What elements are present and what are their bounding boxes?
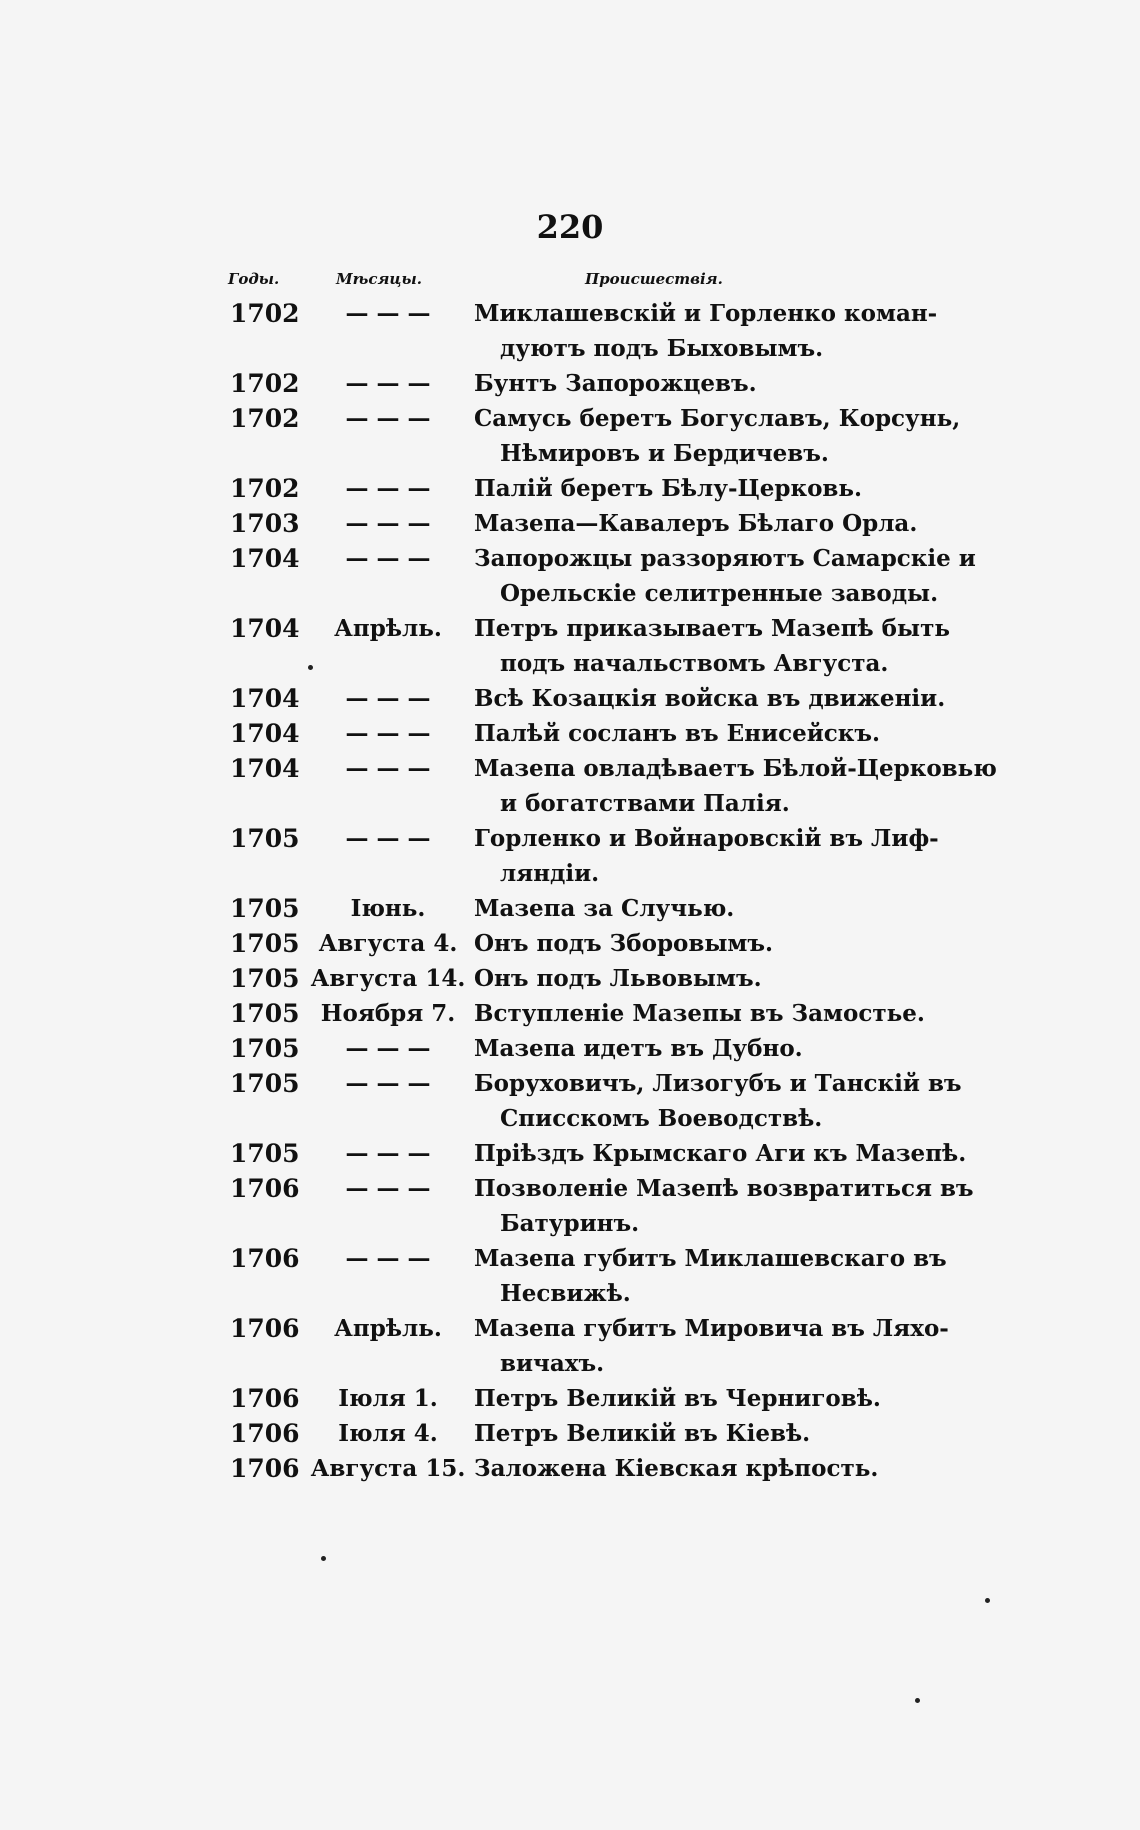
print-speck: [308, 665, 313, 670]
year-cell: 1706: [230, 1244, 300, 1273]
year-cell: 1706: [230, 1314, 300, 1343]
event-text-line: Мазепа овладѣваетъ Бѣлой-Церковью: [474, 755, 997, 782]
event-text-line: Мазепа губитъ Мировича въ Ляхо-: [474, 1315, 949, 1342]
event-text-line: Несвижѣ.: [500, 1280, 631, 1307]
year-cell: 1704: [230, 719, 300, 748]
column-headers: [0, 270, 1140, 294]
year-cell: 1704: [230, 754, 300, 783]
table-row: [0, 506, 1140, 541]
year-cell: 1705: [230, 1069, 300, 1098]
month-cell: Іюля 4.: [338, 1420, 438, 1447]
month-cell: — — —: [345, 510, 431, 537]
event-text-line: Запорожцы раззоряютъ Самарскіе и: [474, 545, 976, 572]
table-row: [0, 1311, 1140, 1381]
event-text-line: Вступленіе Мазепы въ Замостье.: [474, 1000, 925, 1027]
table-row: [0, 611, 1140, 681]
month-cell: Іюнь.: [350, 895, 426, 922]
table-row: [0, 1416, 1140, 1451]
event-text-line: Пріѣздъ Крымскаго Аги къ Мазепѣ.: [474, 1140, 967, 1167]
event-text-line: подъ начальствомъ Августа.: [500, 650, 889, 677]
month-cell: — — —: [345, 1140, 431, 1167]
event-cell: [474, 1381, 936, 1416]
event-cell: [474, 821, 939, 891]
table-row: [0, 1171, 1140, 1241]
year-cell: 1706: [230, 1174, 300, 1203]
event-text-line: Онъ подъ Зборовымъ.: [474, 930, 774, 957]
event-text-line: Мазепа идетъ въ Дубно.: [474, 1035, 803, 1062]
table-row: [0, 926, 1140, 961]
event-cell: [474, 926, 936, 961]
print-speck: [985, 1598, 990, 1603]
event-text-line: и богатствами Палія.: [500, 790, 790, 817]
year-cell: 1705: [230, 824, 300, 853]
year-cell: 1705: [230, 964, 300, 993]
table-row: [0, 1136, 1140, 1171]
event-text-line: Нѣмировъ и Бердичевъ.: [500, 440, 829, 467]
month-cell: — — —: [345, 1035, 431, 1062]
year-cell: 1705: [230, 1034, 300, 1063]
table-row: [0, 1066, 1140, 1136]
table-row: [0, 1031, 1140, 1066]
table-row: [0, 961, 1140, 996]
year-cell: 1705: [230, 929, 300, 958]
event-text-line: Онъ подъ Львовымъ.: [474, 965, 762, 992]
event-text-line: Самусь беретъ Богуславъ, Корсунь,: [474, 405, 961, 432]
month-cell: — — —: [345, 545, 431, 572]
event-text-line: Боруховичъ, Лизогубъ и Танскій въ: [474, 1070, 962, 1097]
event-text-line: Заложена Кіевская крѣпость.: [474, 1455, 879, 1482]
table-row: [0, 471, 1140, 506]
event-text-line: Горленко и Войнаровскій въ Лиф-: [474, 825, 939, 852]
event-cell: [474, 996, 936, 1031]
year-cell: 1706: [230, 1419, 300, 1448]
month-cell: — — —: [345, 300, 431, 327]
header-month: Мѣсяцы.: [336, 270, 422, 288]
month-cell: — — —: [345, 720, 431, 747]
header-year: Годы.: [228, 270, 280, 288]
event-cell: [474, 961, 936, 996]
event-text-line: Палій беретъ Бѣлу-Церковь.: [474, 475, 863, 502]
event-cell: [474, 1241, 947, 1311]
table-row: [0, 716, 1140, 751]
year-cell: 1702: [230, 299, 300, 328]
year-cell: 1704: [230, 614, 300, 643]
year-cell: 1705: [230, 1139, 300, 1168]
year-cell: 1703: [230, 509, 300, 538]
table-row: [0, 751, 1140, 821]
event-cell: [474, 1416, 936, 1451]
table-row: [0, 1451, 1140, 1486]
event-text-line: Всѣ Козацкія войска въ движеніи.: [474, 685, 946, 712]
year-cell: 1706: [230, 1454, 300, 1483]
event-cell: [474, 716, 936, 751]
table-row: [0, 366, 1140, 401]
table-row: [0, 681, 1140, 716]
month-cell: Августа 15.: [310, 1455, 466, 1482]
event-text-line: Мазепа губитъ Миклашевскаго въ: [474, 1245, 947, 1272]
event-cell: [474, 1171, 974, 1241]
month-cell: — — —: [345, 1175, 431, 1202]
month-cell: Іюля 1.: [338, 1385, 438, 1412]
event-cell: [474, 506, 936, 541]
year-cell: 1702: [230, 369, 300, 398]
table-row: [0, 1241, 1140, 1311]
event-cell: [474, 1451, 936, 1486]
event-text-line: Позволеніе Мазепѣ возвратиться въ: [474, 1175, 974, 1202]
month-cell: — — —: [345, 475, 431, 502]
print-speck: [915, 1698, 920, 1703]
event-cell: [474, 1136, 967, 1171]
event-text-line: Миклашевскій и Горленко коман-: [474, 300, 938, 327]
table-row: [0, 296, 1140, 366]
year-cell: 1704: [230, 544, 300, 573]
header-event: Происшествія.: [585, 270, 723, 288]
event-cell: [474, 541, 976, 611]
event-text-line: Петръ приказываетъ Мазепѣ быть: [474, 615, 950, 642]
month-cell: Августа 14.: [310, 965, 466, 992]
event-text-line: Батуринъ.: [500, 1210, 640, 1237]
month-cell: — — —: [345, 755, 431, 782]
event-text-line: Мазепа за Случью.: [474, 895, 735, 922]
event-text-line: Мазепа—Кавалеръ Бѣлаго Орла.: [474, 510, 918, 537]
event-cell: [474, 1311, 949, 1381]
year-cell: 1706: [230, 1384, 300, 1413]
month-cell: — — —: [345, 685, 431, 712]
chronology-table: [0, 296, 1140, 1486]
month-cell: Августа 4.: [318, 930, 458, 957]
month-cell: — — —: [345, 405, 431, 432]
month-cell: — — —: [345, 1070, 431, 1097]
event-cell: [474, 681, 946, 716]
table-row: [0, 891, 1140, 926]
month-cell: — — —: [345, 370, 431, 397]
event-text-line: Списскомъ Воеводствѣ.: [500, 1105, 823, 1132]
event-text-line: Петръ Великій въ Кіевѣ.: [474, 1420, 811, 1447]
event-cell: [474, 296, 936, 366]
print-speck: [321, 1556, 326, 1561]
event-text-line: дуютъ подъ Быховымъ.: [500, 335, 824, 362]
event-cell: [474, 401, 961, 471]
month-cell: Апрѣль.: [334, 615, 442, 642]
event-cell: [474, 891, 936, 926]
event-cell: [474, 1066, 962, 1136]
year-cell: 1705: [230, 999, 300, 1028]
event-text-line: Палѣй сосланъ въ Енисейскъ.: [474, 720, 881, 747]
month-cell: — — —: [345, 1245, 431, 1272]
event-text-line: Петръ Великій въ Черниговѣ.: [474, 1385, 881, 1412]
table-row: [0, 541, 1140, 611]
event-text-line: Орельскіе селитренные заводы.: [500, 580, 939, 607]
event-cell: [474, 471, 936, 506]
month-cell: Ноября 7.: [320, 1000, 456, 1027]
event-cell: [474, 751, 997, 821]
year-cell: 1705: [230, 894, 300, 923]
event-text-line: Бунтъ Запорожцевъ.: [474, 370, 757, 397]
event-cell: [474, 366, 936, 401]
event-text-line: ляндіи.: [500, 860, 600, 887]
table-row: [0, 401, 1140, 471]
month-cell: — — —: [345, 825, 431, 852]
event-text-line: вичахъ.: [500, 1350, 605, 1377]
month-cell: Апрѣль.: [334, 1315, 442, 1342]
table-row: [0, 1381, 1140, 1416]
event-cell: [474, 1031, 936, 1066]
year-cell: 1702: [230, 404, 300, 433]
table-row: [0, 821, 1140, 891]
year-cell: 1702: [230, 474, 300, 503]
event-cell: [474, 611, 950, 681]
page-number: 220: [536, 208, 604, 246]
table-row: [0, 996, 1140, 1031]
year-cell: 1704: [230, 684, 300, 713]
